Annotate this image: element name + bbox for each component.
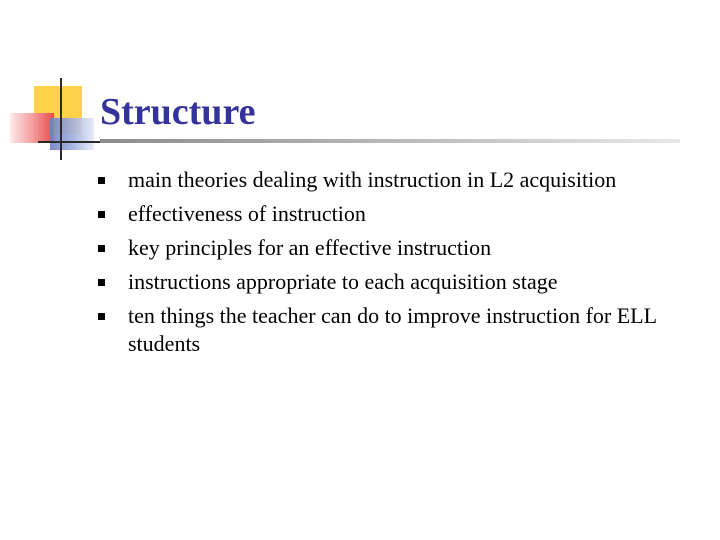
bullet-item xyxy=(94,268,684,296)
bullet-text: ten things the teacher can do to improve instruction for ELL students xyxy=(128,303,657,356)
accent-horizontal-line xyxy=(38,141,100,143)
square-bullet-icon xyxy=(98,211,105,218)
accent-blue-bar xyxy=(50,118,94,150)
accent-red-bar xyxy=(10,113,54,143)
decorative-accent-graphic xyxy=(0,0,110,170)
bullet-item xyxy=(94,166,684,194)
bullet-text: effectiveness of instruction xyxy=(128,201,366,226)
slide-title: Structure xyxy=(100,91,256,133)
accent-vertical-line xyxy=(60,78,62,160)
square-bullet-icon xyxy=(98,313,105,320)
bullet-text: main theories dealing with instruction in L2 acquisition xyxy=(128,167,617,192)
square-bullet-icon xyxy=(98,245,105,252)
square-bullet-icon xyxy=(98,177,105,184)
square-bullet-icon xyxy=(98,279,105,286)
bullet-text: key principles for an effective instruction xyxy=(128,235,492,260)
bullet-item xyxy=(94,200,684,228)
bullet-item xyxy=(94,234,684,262)
bullet-list xyxy=(94,166,684,364)
title-underline xyxy=(100,139,680,143)
bullet-text: instructions appropriate to each acquisition stage xyxy=(128,269,558,294)
bullet-item xyxy=(94,302,684,358)
